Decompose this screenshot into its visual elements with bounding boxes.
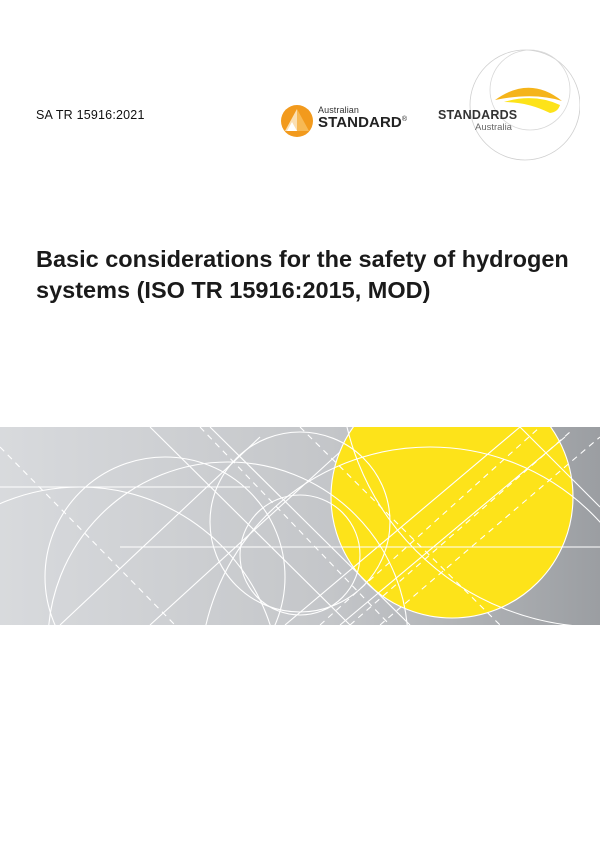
document-title: Basic considerations for the safety of hydrogen systems (ISO TR 15916:2015, MOD) — [36, 246, 569, 303]
australian-standard-word: STANDARD — [318, 114, 402, 131]
australian-standard-logo — [280, 101, 408, 141]
decorative-geometric-band — [0, 427, 600, 625]
document-code: SA TR 15916:2021 — [36, 108, 145, 122]
australian-standard-triangle-icon — [280, 104, 314, 138]
standards-australia-logo — [430, 45, 580, 180]
registered-mark: ® — [401, 116, 408, 123]
australian-standard-small-text: Australian — [318, 105, 360, 115]
standards-australia-small-text: Australia — [475, 122, 512, 133]
australian-standard-big-text — [318, 114, 407, 131]
standards-australia-big-text: STANDARDS — [438, 108, 518, 122]
